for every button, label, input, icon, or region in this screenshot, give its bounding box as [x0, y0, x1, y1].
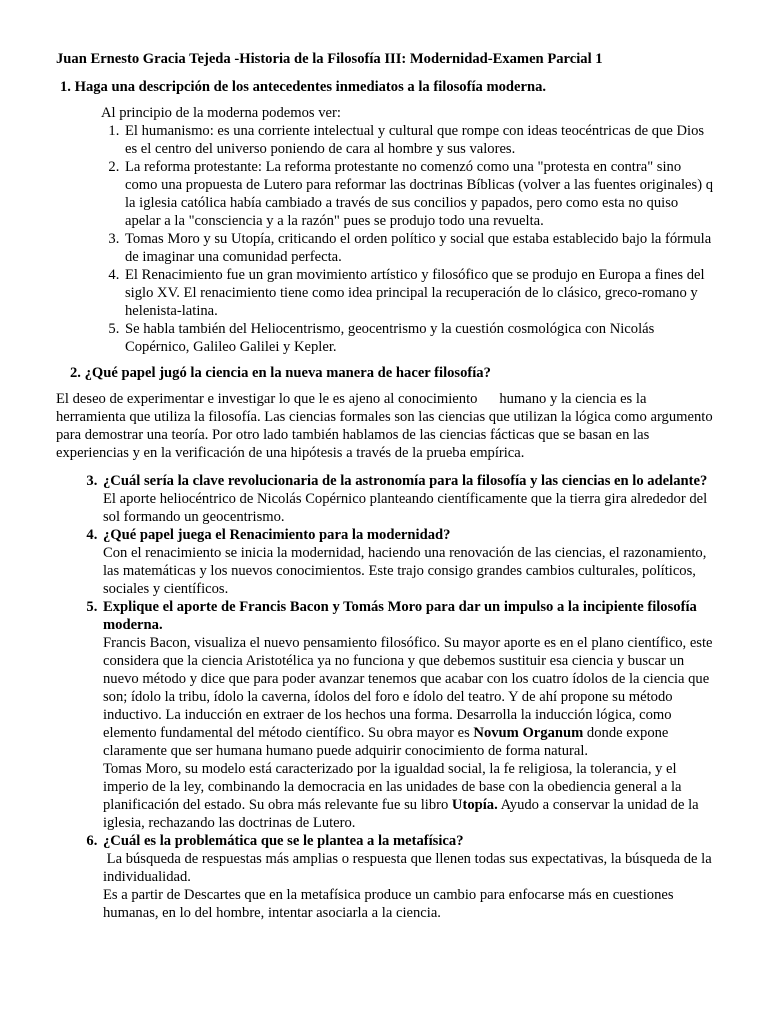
question-4	[101, 526, 716, 598]
antecedents-list	[56, 122, 716, 356]
bacon-text-end: donde expone claramente que ser humana humano puede adquirir conocimiento de forma natural.	[103, 725, 669, 759]
question-5	[101, 598, 716, 832]
bacon-work-title: Novum Organum	[473, 725, 584, 741]
moro-text-end: Ayudo a conservar la unidad de la iglesia, rechazando las doctrinas de Lutero.	[103, 797, 699, 831]
list-item: 5. Se habla también del Heliocentrismo, geocentrismo y la cuestión cosmológica con Nicolás Copérnico, Galileo Galilei y Kepler.	[123, 320, 716, 356]
question-6-answer-1: La búsqueda de respuestas más amplias o respuesta que llenen todas sus expectativas, la búsqueda de la individualidad.	[103, 851, 716, 885]
question-6	[101, 832, 716, 922]
question-3-answer: El aporte heliocéntrico de Nicolás Copérnico planteando científicamente que la tierra gira alrededor del sol formando un geocentrismo.	[103, 491, 708, 525]
questions-list	[56, 472, 716, 922]
list-item: 3. Tomas Moro y su Utopía, criticando el orden político y social que estaba establecido bajo la fórmula de imaginar una comunidad perfecta.	[123, 230, 716, 266]
question-3	[101, 472, 716, 526]
list-item: 4. El Renacimiento fue un gran movimiento artístico y filosófico que se produjo en Europa a fines del siglo XV. El renacimiento tiene como idea principal la recuperación de lo clásico, greco-romano y helenista-latina.	[123, 266, 716, 320]
document-title: Juan Ernesto Gracia Tejeda -Historia de la Filosofía III: Modernidad-Examen Parcial 1	[56, 51, 603, 67]
moro-paragraph	[103, 760, 716, 832]
question-4-text: 4. ¿Qué papel juega el Renacimiento para la modernidad?	[103, 527, 451, 543]
question-6-answer-2: Es a partir de Descartes que en la metafísica produce un cambio para enfocarse más en cuestiones humanas, en lo del hombre, intentar asociarla a la ciencia.	[103, 887, 674, 921]
question-2-heading: 2. ¿Qué papel jugó la ciencia en la nueva manera de hacer filosofía?	[70, 365, 491, 381]
list-item: 1. El humanismo: es una corriente intelectual y cultural que rompe con ideas teocéntricas de que Dios es el centro del universo poniendo de cara al hombre y sus valores.	[123, 122, 716, 158]
bacon-paragraph	[103, 634, 716, 760]
list-item: 2. La reforma protestante: La reforma protestante no comenzó como una "protesta en contra" sino como una propuesta de Lutero para reformar las doctrinas Bíblicas (volver a las fuentes originales) q la iglesia católica había cambiado a través de sus concilios y papados, pero como esta no quiso apelar a la "consciencia y a la razón" pues se produjo todo una revuelta.	[123, 158, 716, 230]
question-3-text: 3. ¿Cuál sería la clave revolucionaria de la astronomía para la filosofía y las ciencias en lo adelante?	[103, 473, 708, 489]
question-1-heading: 1. Haga una descripción de los antecedentes inmediatos a la filosofía moderna.	[60, 79, 547, 95]
question-4-answer: Con el renacimiento se inicia la modernidad, haciendo una renovación de las ciencias, el razonamiento, las matemáticas y los nuevos conocimientos. Este trajo consigo grandes cambios culturales, políticos, sociales y científicos.	[103, 545, 707, 597]
question-6-text: 6. ¿Cuál es la problemática que se le plantea a la metafísica?	[103, 833, 464, 849]
exam-document	[56, 50, 716, 922]
bacon-text: Francis Bacon, visualiza el nuevo pensamiento filosófico. Su mayor aporte es en el plano científico, este considera que la ciencia Aristotélica ya no funciona y que debemos sustituir esa ciencia y buscar un nuevo método y dice que para poder avanzar tenemos que acabar con los cuatro ídolos de la ciencia que son; ídolo la tribu, ídolo la caverna, ídolos del foro e ídolo del teatro. Y de ahí propone su método inductivo. La inducción en extraer de los hechos una forma. Desarrolla la inducción lógica, como elemento fundamental del método científico. Su obra mayor es	[103, 635, 713, 741]
moro-work-title: Utopía.	[451, 797, 498, 813]
question-2-answer: El deseo de experimentar e investigar lo que le es ajeno al conocimiento humano y la ciencia es la herramienta que utiliza la filosofía. Las ciencias formales son las ciencias que utilizan la lógica como argumento para demostrar una teoría. Por otro lado también hablamos de las ciencias fácticas que se basan en las experiencias y en la verificación de una hipótesis a través de la prueba empírica.	[56, 391, 717, 461]
moro-text: Tomas Moro, su modelo está caracterizado por la igualdad social, la fe religiosa, la tolerancia, y el imperio de la ley, combinando la democracia en las unidades de base con la obediencia general a la planificación del estado. Su obra más relevante fue su libro	[103, 761, 682, 813]
question-1-intro: Al principio de la moderna podemos ver:	[101, 105, 341, 121]
question-5-text: 5. Explique el aporte de Francis Bacon y Tomás Moro para dar un impulso a la incipiente filosofía moderna.	[103, 599, 697, 633]
